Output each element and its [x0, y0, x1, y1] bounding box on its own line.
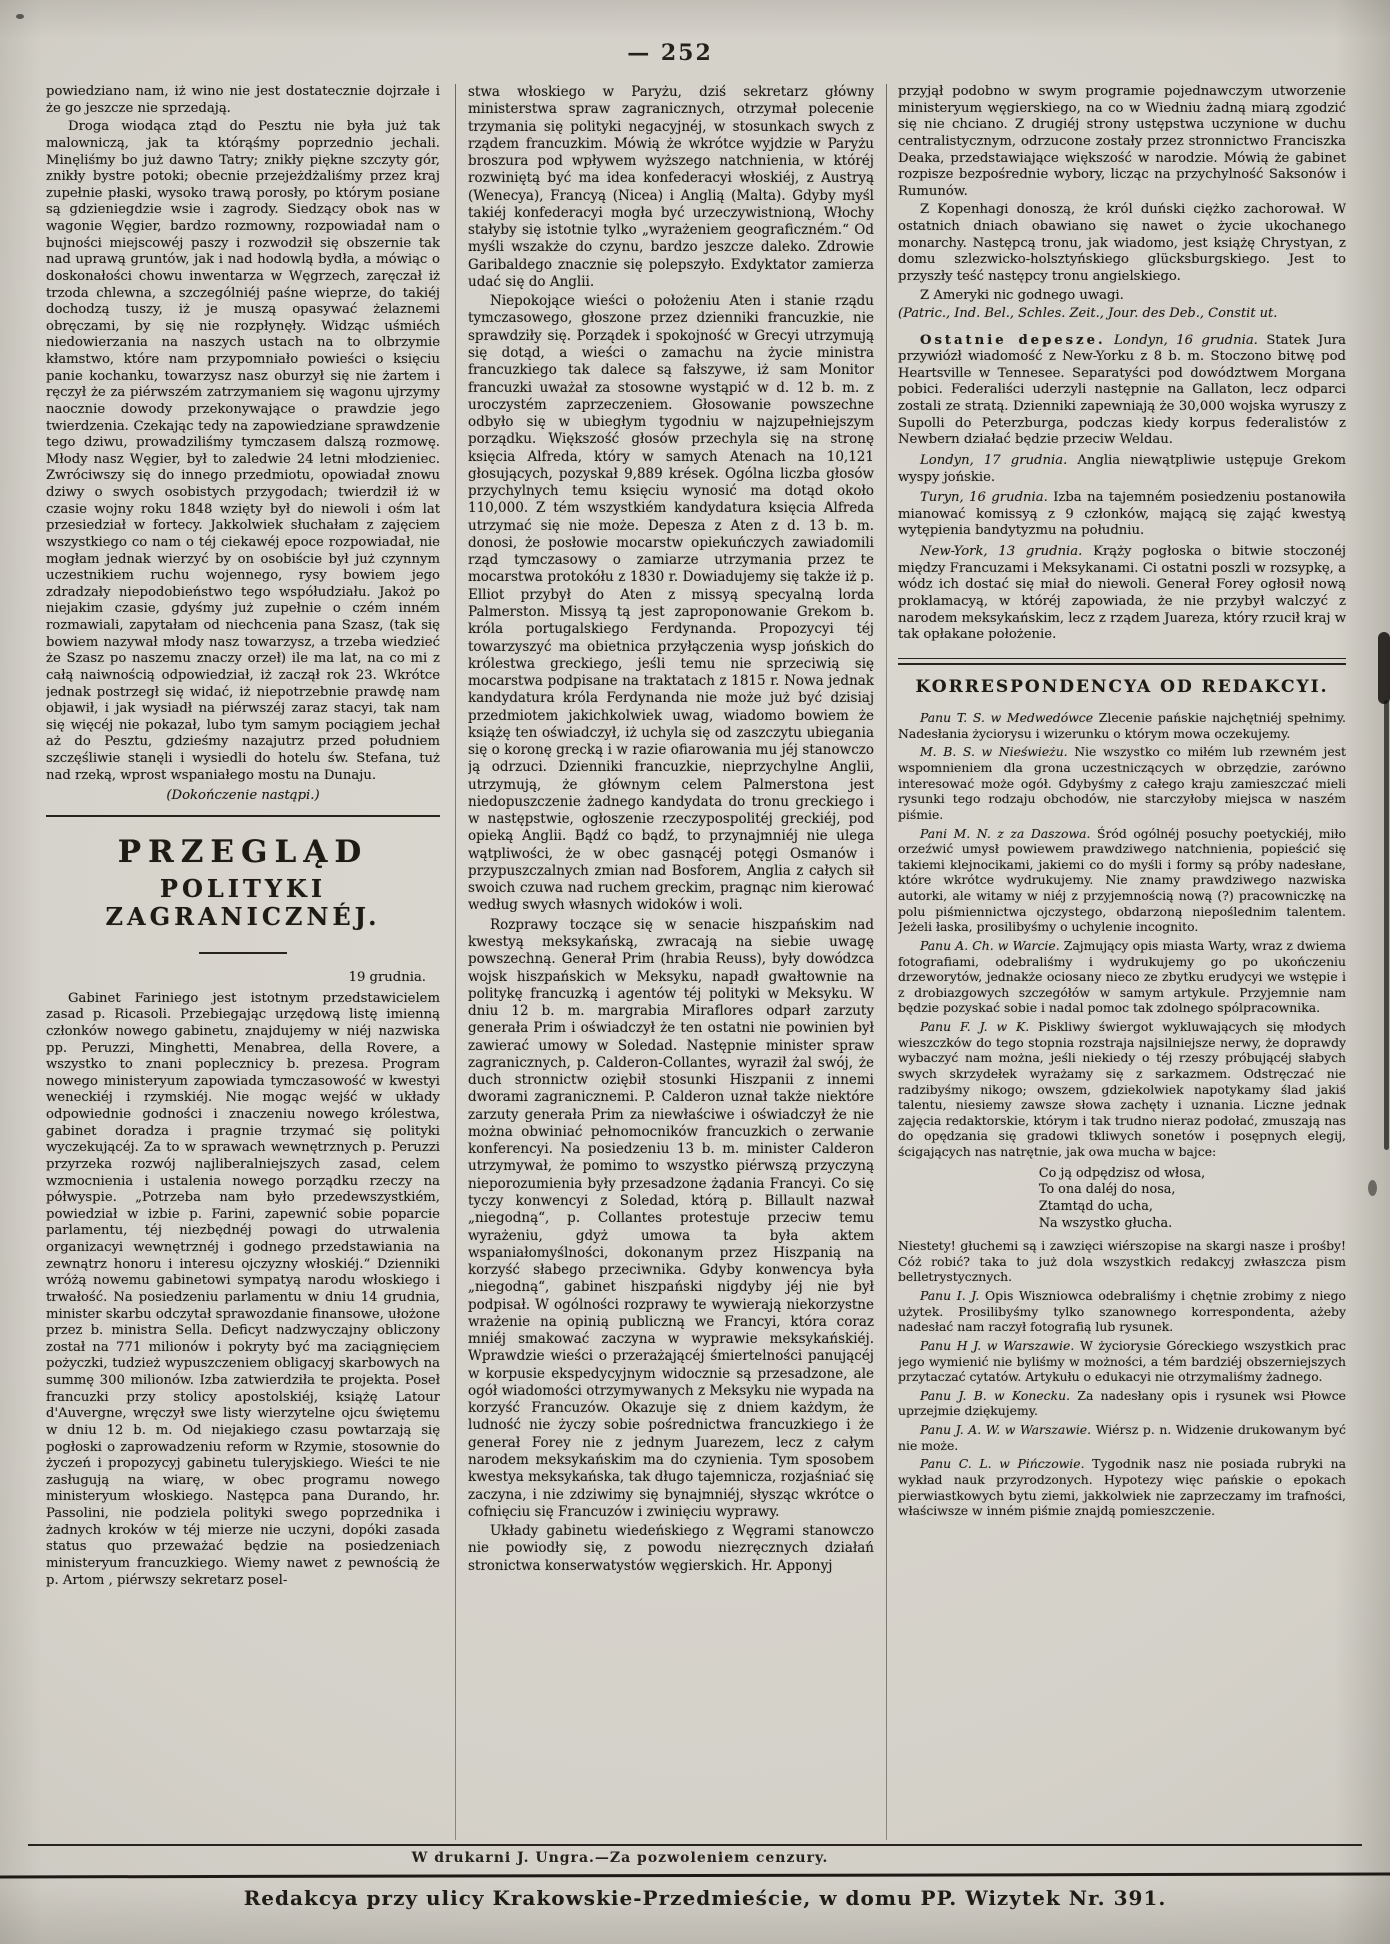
continuation-note: (Dokończenie nastąpi.)	[166, 788, 320, 804]
dispatch-dateline: New-York, 13 grudnia.	[920, 544, 1083, 559]
paragraph: Niepokojące wieści o położeniu Aten i stanie rządu tymczasowego, głoszone przez dzienniki francuzkie, nie sprawdziły się. Porządek i spokojność w Grecyi utrzymują się dotąd, a wieści o zamachu na życie ministra francuzkiego tak dalece są fałszywe, iż sam Monitor francuzki uważał za stosowne wystąpić w d. 12 b. m. z uroczystém zaprzeczeniem. Głosowanie powszechne odbyło się w ubiegłym tygodniu w najzupełniejszym porządku. Większość głosów przechyla się na stronę księcia Alfreda, który w samych Atenach na 10,121 głosujących, pozyskał 9,889 krések. Ogólna liczba głosów przychylnych temu księciu wynosić ma dotąd około 110,000. Z tém wszystkiém kandydatura księcia Alfreda utrzymać się nie może. Depesza z Aten z d. 13 b. m. donosi, że posłowie mocarstw opiekuńczych zawiadomili rząd tymczasowy o zamiarze utrzymania przez te mocarstwa protokółu z 1830 r. Dowiadujemy się także iż p. Elliot przybył do Aten z missyą specyalną lorda Palmerston. Missyą tą jest zaproponowanie Grekom b. króla portugalskiego Ferdynanda. Propozycyi téj towarzyszyć ma obietnica przyłączenia wysp jońskich do królestwa greckiego, jeśli temu nie sprzeciwią się mocarstwa podpisane na traktatach z 1815 r. Nowa jednak kandydatura króla Ferdynanda nie może już być dzisiaj przedmiotem jakichkolwiek uwag, wiadomo bowiem że książę ten oświadczył, iż uchyla się od zaszczytu ubiegania się o koronę grecką i w razie ofiarowania mu jéj stanowczo ją odrzuci. Dzienniki francuzkie, nieprzychylne Anglii, utrzymują, że głównym celem Palmerstona jest niedopuszczenie żadnego kandydata do tronu greckiego i w następstwie, ogłoszenie rzeczypospolitéj greckiéj, pod opieką Anglii. Bądź co bądź, to przynajmniéj nie ulega wątpliwości, że w obec gasnącéj potęgi Osmanów i przypuszczalnych zmian nad Bosforem, Anglia z całych sił swoich czuwa nad ruchem greckim, pragnąc nim kierować według swych własnych widoków i woli.	[468, 293, 874, 914]
column-left	[46, 84, 440, 1842]
correspondence-lead: Panu H J. w Warszawie.	[920, 1337, 1075, 1353]
paragraph: Z Ameryki nic godnego uwagi.	[920, 287, 1124, 303]
correspondence-item	[898, 1388, 1346, 1419]
correspondence-lead: Panu I. J.	[920, 1288, 980, 1304]
correspondence-item	[898, 1456, 1346, 1519]
section-divider-short	[199, 952, 287, 954]
column-middle	[468, 84, 874, 1842]
correspondence-item	[898, 744, 1346, 822]
footer-address-line: Redakcya przy ulicy Krakowskie-Przedmieście, w domu PP. Wizytek Nr. 391.	[243, 1886, 1167, 1910]
correspondence-lead: Panu J. B. w Konecku.	[920, 1387, 1071, 1403]
column-rule	[886, 84, 887, 1840]
article-dateline: 19 grudnia.	[348, 970, 426, 986]
dispatch-dateline: Turyn, 16 grudnia.	[920, 490, 1048, 506]
dispatch-text: Izba na tajemném posiedzeniu postanowiła mianować komissyą z 9 członków, mającą się zająć kwestyą wytępienia bandytyzmu na południu.	[898, 490, 1346, 539]
dispatch-text: Anglia niewątpliwie ustępuje Grekom wyspy jońskie.	[898, 452, 1346, 485]
paragraph: Z Kopenhagi donoszą, że król duński ciężko zachorował. W ostatnich dniach obawiano się nawet o życie ukochanego monarchy. Następcą tronu, jak wiadomo, jest książę Chrystyan, z domu szlezwicko-holsztyńskiego glücksburgskiego. Jest to przyszły teść następcy tronu angielskiego.	[898, 202, 1346, 284]
correspondence-lead: Panu A. Ch. w Warcie.	[920, 937, 1060, 953]
footer-divider-thick	[0, 1873, 1390, 1879]
correspondence-text: Za nadesłany opis i rysunek wsi Płowce uprzejmie dziękujemy.	[898, 1387, 1346, 1419]
correspondence-text: Nie wszystko co miłém lub rzewném jest wspomnieniem dla grona uczestniczących w obrzędzie, zarówno interesować może ogół. Gdybyśmy z całego kraju zamieszczać mieli rysunki tego rodzaju obchodów, nie starczyłoby miejsca w naszém piśmie.	[898, 744, 1346, 822]
scan-artifact	[1378, 632, 1390, 704]
dispatch-text: Krąży pogłoska o bitwie stoczonéj między Francuzami i Meksykanami. Ci ostatni poszli w rozsypkę, a wódz ich dostać się miał do niewoli. Generał Forey ogłosił nową proklamacyą, w któréj zapowiada, że nie przybył walczyć z narodem meksykańskim, lecz z rządem Juareza, który rzucił kraj w tak opłakane położenie.	[898, 544, 1346, 643]
poem-line: To ona daléj do nosa,	[1038, 1182, 1176, 1198]
correspondence-lead: M. B. S. w Nieświeżu.	[920, 744, 1068, 760]
column-right	[898, 84, 1346, 1842]
correspondence-text: W życiorysie Góreckiego wszystkich prac jego wymienić nie byliśmy w możności, a tém bardziéj obszerniejszych przytaczać cytatów. Artykułu o edukacyi nie otrzymaliśmy żadnego.	[898, 1337, 1346, 1385]
poem	[1039, 1166, 1205, 1233]
paragraph: Gabinet Fariniego jest istotnym przedstawicielem zasad p. Ricasoli. Przebiegając urzędową listę imienną członków nowego gabinetu, znajdujemy w niéj nazwiska pp. Peruzzi, Minghetti, Menabrea, della Rovere, a wszystko to znani poplecznicy b. prezesa. Program nowego ministeryum zapowiada tymczasowość w kwestyi weneckiéj i rzymskiéj. Nie mogąc wejść w układy odpowiednie godności i znaczeniu nowego królestwa, gabinet doradza i pragnie trzymać się polityki wyczekującéj. Za to w sprawach wewnętrznych p. Peruzzi przyrzeka rozwój najliberalniejszych zasad, celem wzmocnienia i ustalenia nowego porządku rzeczy na półwyspie. „Potrzeba nam było przedewszystkiém, powiedział w izbie p. Farini, zapewnić sobie poparcie parlamentu, téj niezbędnéj powagi do utrwalenia organizacyi wewnętrznéj i godnego przedstawiania na zewnątrz honoru i interesu ojczyzny włoskiéj.“ Dzienniki wróżą nowemu gabinetowi sympatyą narodu włoskiego i trwałość. Na posiedzeniu parlamentu w dniu 14 grudnia, minister skarbu odczytał sprawozdanie finansowe, ułożone przez b. ministra Sella. Deficyt nadzwyczajny obliczony został na 771 milionów i pokryty być ma zaciągnięciem pożyczki, tudzież wypuszczeniem obligacyj skarbowych na summę 300 milionów. Izba zatwierdziła te projekta. Poseł francuzki przy stolicy apostolskiéj, książę Latour d'Auvergne, wręczył swe listy wierzytelne ojcu świętemu w dniu 12 b. m. Od niejakiego czasu powtarzają się pogłoski o zaprowadzeniu reform w Rzymie, stosownie do życzeń i propozycyj gabinetu tuleryjskiego. Wieści te nie zasługują na wiarę, w obec programu nowego ministeryum włoskiego. Następca pana Durando, hr. Passolini, nie podziela polityki swego poprzednika i żadnych kroków w téj mierze nie uczyni, dopóki zasada status quo przeważać będzie na posiedzeniach ministeryum francuzkiego. Wiemy nawet z pewnością że p. Artom , piérwszy sekretarz posel-	[46, 990, 440, 1588]
dispatch-item	[898, 333, 1346, 449]
paragraph: powiedziano nam, iż wino nie jest dostatecznie dojrzałe i że go jeszcze nie sprzedają.	[46, 84, 440, 116]
correspondence-text: Zlecenie pańskie najchętniéj spełnimy. Nadesłania życiorysu i wizerunku o którym mowa oczekujemy.	[898, 710, 1346, 741]
sources-note: (Patric., Ind. Bel., Schles. Zeit., Jour. des Deb., Constit ut.	[898, 306, 1278, 322]
scan-artifact	[16, 14, 24, 19]
dispatch-dateline: Londyn, 16 grudnia.	[1114, 332, 1258, 348]
dispatch-dateline: Londyn, 17 grudnia.	[920, 452, 1068, 468]
dispatch-item	[898, 490, 1346, 540]
paragraph: Droga wiodąca ztąd do Pesztu nie była już tak malowniczą, jak ta którąśmy poprzednio jechali. Minęliśmy bo już dawno Tatry; znikły piękne szczyty gór, znikły bystre potoki; obecnie przejeżdżaliśmy przez kraj zupełnie płaski, wysoko trawą porosły, po którym posiane są gdzieniegdzie wsie i zagrody. Siedzący obok nas w wagonie Węgier, bardzo rozmowny, rozpowiadał nam o bujności miejscowéj paszy i rozwodził się obszernie tak nad uprawą gruntów, jak i nad hodowlą bydła, a mówiąc o doskonałości chowu inwentarza w Węgrzech, zaręczał iż trzoda chlewna, a szczególniéj paśne wieprze, do takiéj dochodzą tuszy, iż je muszą opasywać żelaznemi obręczami, by się nie rozpłynęły. Widząc uśmiéch niedowierzania na naszych ustach na to olbrzymie kłamstwo, które nam przypomniało powieści o księciu panie kochanku, towarzysz nasz oburzył się nie żartem i ręczył że za piérwszém zatrzymaniem się wagonu ujrzymy naocznie dowody przekonywające o prawdzie jego twierdzenia. Czekając tedy na zapowiedziane sprawdzenie tego dziwu, prowadziliśmy tymczasem dalszą rozmowę. Młody nasz Węgier, był to zaledwie 24 letni młodzieniec. Zwróciwszy się do innego przedmiotu, opowiadał znowu dziwy o swych osobistych przygodach; twierdził iż w czasie wojny roku 1848 wzięty był do niewoli i ośm lat przesiedział w fortecy. Jakkolwiek słuchałam z zajęciem wszystkiego co nam o téj ciekawéj epoce rozpowiadał, nie mogłam jednak wierzyć by on osobiście był już czynnym uczestnikiem ruchu wojennego, rysy bowiem jego zdradzały niepodobieństwo tego współudziału. Jakoż po niejakim czasie, gdyśmy już zupełnie o czém inném rozmawiali, zapytałam od niechcenia pana Szasz, (tak się bowiem nazywał młody nasz towarzysz, a trzeba wiedzieć że Szasz po naszemu znaczy orzeł) ile ma lat, na co mi z całą naiwnością odpowiedział, iż zaczął rok 23. Wkrótce jednak postrzegł się widać, iż niepotrzebnie prawdę nam objawił, i jak wysiadł na piérwszéj zaraz stacyi, tak nam się więcéj nie pokazał, lubo tym samym pociągiem jechał aż do Pesztu, gdzieśmy nazajutrz przed południem szczęśliwie stanęli i wysiedli do hotelu św. Stefana, tuż nad rzeką, wprost wspaniałego mostu na Dunaju.	[46, 119, 440, 783]
correspondence-text: Piskliwy świergot wykluwających się młodych wieszczków do tego stopnia rozstraja najsilniejsze nerwy, że doprawdy wybaczyć nam można, jeśli niekiedy o téj rzeszy próbującéj słabych swych skrzydełek wyrażamy się z sarkazmem. Odstręczać nie radzibyśmy nikogo; owszem, gdziekolwiek napotykamy ślad jakiś talentu, niesiemy zawsze słowa zachęty i uznania. Liczne jednak zajęcia redaktorskie, którym i tak trudno nieraz podołać, zmuszają nas do opędzania się gradowi tkliwych sonetów i posępnych elegij, ścigających nas natrętnie, jak owa mucha w bajce:	[898, 1019, 1346, 1160]
scan-artifact	[1368, 1180, 1377, 1196]
paragraph: Układy gabinetu wiedeńskiego z Węgrami stanowczo nie powiodły się, z powodu niezręcznych działań stronictwa konserwatystów węgierskich. Hr. Apponyj	[468, 1523, 874, 1574]
correspondence-lead: Panu T. S. w Medwedówce	[920, 710, 1094, 726]
section-divider-double	[898, 658, 1346, 665]
footer-printer-line: W drukarni J. Ungra.—Za pozwoleniem cenzury.	[411, 1850, 829, 1866]
dispatch-item	[898, 544, 1346, 644]
dispatch-item	[898, 453, 1346, 486]
poem-line: Co ją odpędzisz od włosa,	[1038, 1165, 1206, 1181]
section-title-line1: PRZEGLĄD	[117, 833, 369, 870]
paragraph: Rozprawy toczące się w senacie hiszpańskim nad kwestyą meksykańską, zwracają na siebie uwagę powszechną. Generał Prim (hrabia Reuss), były dowódzca wojsk hiszpańskich w Meksyku, napadł gwałtownie na politykę francuzką i agentów téj polityki w Meksyku. W dniu 12 b. m. margrabia Miraflores odparł zarzuty generała Prim i oświadczył że ten ostatni nie powinien był zawierać umowy w Soledad. Następnie minister spraw zagranicznych, p. Calderon-Collantes, wyraził żal swój, że duch stronnictw oziębił stosunki Hiszpanii z innemi dworami zagranicznemi. P. Calderon uznał także niektóre zarzuty generała Prim za niewłaściwe i oświadczył że nie można obwiniać pełnomocników francuzkich o zerwanie konferencyi. Na posiedzeniu 13 b. m. minister Calderon utrzymywał, że pomimo to wszystko piérwszą przyczyną nieporozumienia były przesadzone żądania Francyi. Co się tyczy konwencyi z Soledad, którą p. Billault nazwał „niegodną“, p. Collantes protestuje przeciw temu wyrażeniu, gdyż umowa ta była aktem wspaniałomyślności, dokonanym przez Hiszpanią na korzyść słabego przeciwnika. Gdyby konwencya była „niegodną“, gabinet hiszpański nigdyby jéj nie był podpisał. W ogólności rozprawy te wywierają niekorzystne wrażenie na opinią publiczną we Francyi, która coraz mniéj smakować zaczyna w wyprawie meksykańskiéj. Wprawdzie wieści o przerażającéj śmiertelności panującéj w korpusie ekspedycyjnym widocznie są przesadzone, ale ogół wiadomości otrzymywanych z Meksyku nie wypada na korzyść Francuzów. Okazuje się z dniem każdym, że ludność nie życzy sobie pośrednictwa francuzkiego i że generał Forey nie z jednym Juarezem, lecz z całym narodem meksykańskim ma do czynienia. Tym sposobem kwestya meksykańska, tak długo tajemnicza, rozjaśniać się zaczyna, i nie zdziwimy się bynajmniéj, słysząc wkrótce o cofnięciu się Francuzów i zwinięciu wyprawy.	[468, 916, 874, 1520]
correspondence-item	[898, 1019, 1346, 1160]
correspondence-text: Tygodnik nasz nie posiada rubryki na wykład nauk przyrodzonych. Hypotezy więc pańskie o epokach pierwiastkowych bytu ziemi, jakkolwiek nie zaprzeczamy im trafności, właściwsze w inném piśmie znajdą pomieszczenie.	[898, 1456, 1346, 1519]
section-title-line2: POLITYKI ZAGRANICZNÉJ.	[105, 873, 381, 932]
correspondence-lead: Pani M. N. z za Daszowa.	[920, 825, 1091, 841]
page-number: — 252	[627, 40, 713, 66]
paragraph: przyjął podobno w swym programie pojednawczym utworzenie ministeryum węgierskiego, na co w Wiedniu żadną miarą zgodzić się nie chciano. Z drugiéj strony ustępstwa uczynione w duchu centralistycznym, odrzucone zostały przez stronnictwo Franciszka Deaka, przedstawiające większość w narodzie. Mówią że gabinet rozpisze bezpośrednie wybory, licząc na przychylność Saksonów i Rumunów.	[898, 84, 1346, 199]
dispatch-text: Statek Jura przywiózł wiadomość z New-Yorku z 8 b. m. Stoczono bitwę pod Heartsville w Tennesee. Separatyści pod dowództwem Morgana pobici. Federaliści uderzyli następnie na Gallaton, lecz odparci zostali ze stratą. Dzienniki zapewniają że 30,000 wojska wyruszy z Supolli do Peterzburga, podczas kiedy korpus federalistów z Newbern działać będzie przeciw Weldau.	[898, 332, 1346, 448]
correspondence-text: Zajmujący opis miasta Warty, wraz z dwiema fotografiami, odebraliśmy i wydrukujemy go po ukończeniu drzeworytów, jednakże ociosany nieco ze zbytku erudycyi we wstępie i z drobiazgowych szczegółów w samym artykule. Przyjemnie nam będzie pozyskać sobie i nadal pomoc tak zdolnego spólpracownika.	[898, 937, 1346, 1016]
paragraph: stwa włoskiego w Paryżu, dziś sekretarz główny ministerstwa spraw zagranicznych, otrzymał polecenie trzymania się polityki negacyjnéj, w stosunkach swych z rządem francuzkim. Mówią że wkrótce wyjdzie w Paryżu broszura pod wpływem wyższego natchnienia, w któréj rozwiniętą być ma idea konfederacyi włoskiéj, z Austryą (Wenecya), Francyą (Nicea) i Anglią (Malta). Gdyby myśl takiéj konfederacyi mogła być urzeczywistnioną, Włochy stałyby się istotnie tylko „wyrażeniem geograficzném.“ Od myśli wszakże do czynu, bardzo jeszcze daleko. Zdrowie Garibaldego znacznie się polepszyło. Exdyktator zamierza udać się do Anglii.	[468, 84, 874, 290]
correspondence-note: Niestety! głuchemi są i zawzięci wiérszopise na skargi nasze i prośby! Cóż robić? taka to już dola wszystkich redakcyj zwłaszcza pism belletrystycznych.	[898, 1238, 1346, 1285]
correspondence-lead: Panu J. A. W. w Warszawie.	[920, 1422, 1092, 1438]
dispatch-lead: Ostatnie depesze.	[920, 332, 1106, 348]
correspondence-item	[898, 710, 1346, 741]
correspondence-text: Śród ogólnéj posuchy poetyckiéj, miło orzeźwić umysł powiewem prawdziwego natchnienia, popieścić się takiemi klejnocikami, jakiemi co do myśli i formy są próby nadesłane, które wkrótce wydrukujemy. Nie znamy prawdziwego nazwiska autorki, ale witamy w niéj z przyjemnością nową (?) pracowniczkę na polu piśmiennictwa ojczystego, obdarzoną niepoślednim talentem. Jeżeli łaska, prosilibyśmy o uchylenie incognito.	[898, 825, 1346, 935]
correspondence-item	[898, 1288, 1346, 1335]
correspondence-item	[898, 1422, 1346, 1453]
scan-artifact	[1384, 700, 1389, 1150]
correspondence-lead: Panu F. J. w K.	[920, 1019, 1030, 1035]
correspondence-lead: Panu C. L. w Pińczowie.	[920, 1456, 1085, 1472]
section-divider	[46, 815, 440, 817]
correspondence-text: Wiérsz p. n. Widzenie drukowanym być nie może.	[898, 1422, 1346, 1453]
column-rule	[455, 84, 456, 1840]
poem-line: Na wszystko głucha.	[1038, 1215, 1173, 1231]
correspondence-item	[898, 1338, 1346, 1385]
footer-divider-thin	[28, 1844, 1362, 1846]
correspondence-item	[898, 826, 1346, 935]
correspondence-title: KORRESPONDENCYA OD REDAKCYI.	[915, 676, 1329, 697]
correspondence-text: Opis Wiszniowca odebraliśmy i chętnie zrobimy z niego użytek. Prosilibyśmy tylko szanownego korrespondenta, ażeby nadesłać nam raczył fotografią lub rysunek.	[898, 1288, 1346, 1335]
correspondence-item	[898, 938, 1346, 1016]
poem-line: Ztamtąd do ucha,	[1038, 1198, 1153, 1214]
